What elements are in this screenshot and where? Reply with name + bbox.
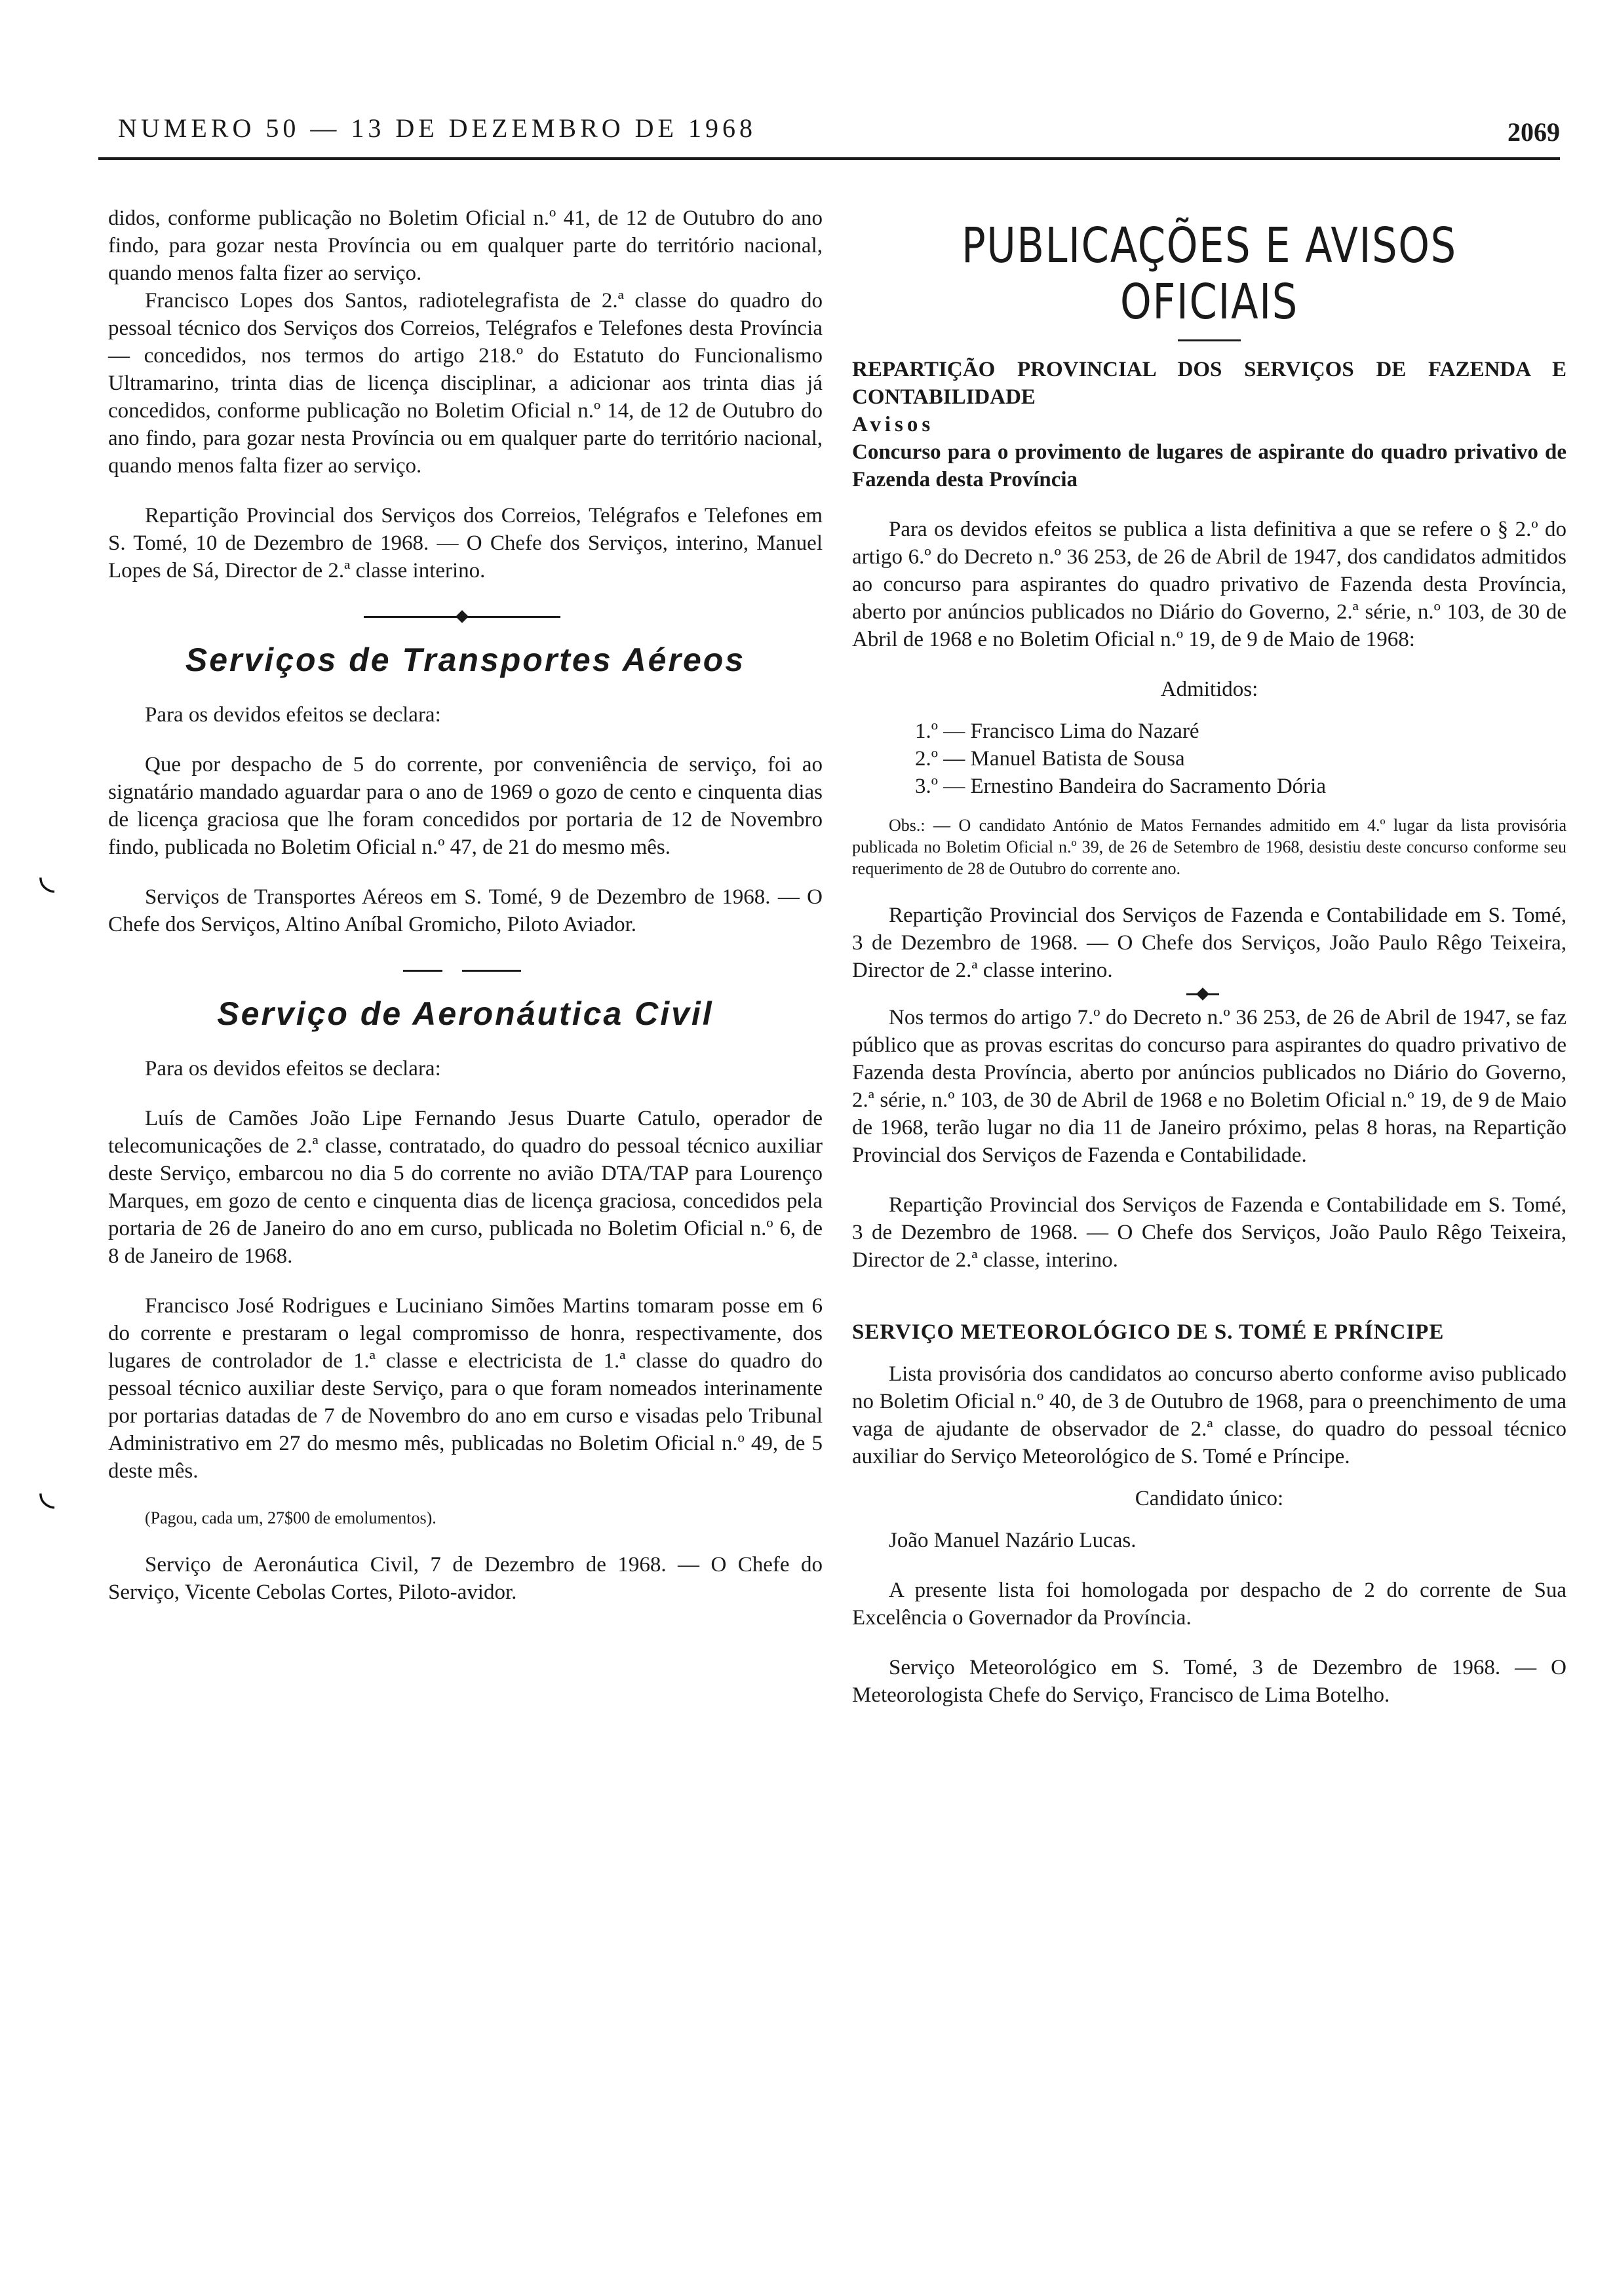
transportes-paragraph: Que por despacho de 5 do corrente, por conveniência de serviço, foi ao signatário mandado aguardar para o ano de 1969 o gozo de cento e cinquenta dias de licença graciosa que lhe foram concedidos por portaria de 12 de Novembro findo, publicada no Boletim Oficial n.º 47, de 21 do mesmo mês. (108, 753, 823, 859)
fazenda-signature-1: Repartição Provincial dos Serviços de Fazenda e Contabilidade em S. Tomé, 3 de Dezembro de 1968. — O Chefe dos Serviços, João Paulo Rêgo Teixeira, Director de 2.ª classe interino. (852, 904, 1566, 982)
page-number: 2069 (1508, 117, 1560, 147)
aeronautica-paragraph-2: Francisco José Rodrigues e Luciniano Simões Martins tomaram posse em 6 do corrente e prestaram o legal compromisso de honra, respectivamente, dos lugares de controlador de 1.ª classe e electricista de 1.ª classe do quadro do pessoal técnico auxiliar deste Serviço, para o que foram nomeados interinamente por portarias datadas de 7 de Novembro do ano em curso e visadas pelo Tribunal Administrativo em 27 do mesmo mês, publicadas no Boletim Oficial n.º 49, de 5 deste mês. (108, 1294, 823, 1483)
fazenda-paragraph-2: Nos termos do artigo 7.º do Decreto n.º 36 253, de 26 de Abril de 1947, se faz público que as provas escritas do concurso para aspirantes do quadro privativo de Fazenda desta Província, aberto por anúncios publicados no Diário do Governo, 2.ª série, n.º 103, de 30 de Abril de 1968 e no Boletim Oficial n.º 19, de 9 de Maio de 1968, terão lugar no dia 11 de Janeiro próximo, pelas 8 horas, na Repartição Provincial dos Serviços de Fazenda e Contabilidade. (852, 1006, 1566, 1167)
separator (852, 984, 1566, 1004)
meteorologico-title: SERVIÇO METEOROLÓGICO DE S. TOMÉ E PRÍNCIPE (852, 1320, 1445, 1344)
section-title-aeronautica: Serviço de Aeronáutica Civil (217, 995, 714, 1032)
aeronautica-signature: Serviço de Aeronáutica Civil, 7 de Dezembro de 1968. — O Chefe do Serviço, Vicente Cebolas Cortes, Piloto-avidor. (108, 1553, 823, 1604)
avisos-heading: Avisos (852, 413, 935, 436)
aeronautica-paragraph-1: Luís de Camões João Lipe Fernando Jesus Duarte Catulo, operador de telecomunicações de 2.ª classe, contratado, do quadro do pessoal técnico auxiliar deste Serviço, embarcou no dia 5 do corrente no avião DTA/TAP para Lourenço Marques, em gozo de cento e cinquenta dias de licença graciosa, concedidos pela portaria de 26 de Janeiro do ano em curso, publicada no Boletim Oficial n.º 6, de 8 de Janeiro de 1968. (108, 1107, 823, 1268)
admitidos-list (852, 718, 1566, 800)
candidato-label: Candidato único: (1135, 1487, 1284, 1510)
fazenda-signature-2: Repartição Provincial dos Serviços de Fazenda e Contabilidade em S. Tomé, 3 de Dezembro de 1968. — O Chefe dos Serviços, João Paulo Rêgo Teixeira, Director de 2.ª classe, interino. (852, 1193, 1566, 1272)
issue-line: NUMERO 50 — 13 DE DEZEMBRO DE 1968 (118, 113, 756, 143)
transportes-signature: Serviços de Transportes Aéreos em S. Tomé, 9 de Dezembro de 1968. — O Chefe dos Serviços, Altino Aníbal Gromicho, Piloto Aviador. (108, 885, 823, 936)
emolumentos-note: (Pagou, cada um, 27$00 de emolumentos). (145, 1508, 437, 1527)
aeronautica-intro: Para os devidos efeitos se declara: (145, 1057, 441, 1081)
admitidos-label: Admitidos: (1160, 678, 1258, 701)
candidato-name: João Manuel Nazário Lucas. (889, 1529, 1137, 1552)
left-signature-correios: Repartição Provincial dos Serviços dos Correios, Telégrafos e Telefones em S. Tomé, 10 de Dezembro de 1968. — O Chefe dos Serviços, interino, Manuel Lopes de Sá, Director de 2.ª classe interino. (108, 504, 823, 583)
page-header (98, 105, 1560, 164)
separator (108, 961, 823, 980)
observation-note: Obs.: — O candidato António de Matos Fernandes admitido em 4.º lugar da lista provisória publicada no Boletim Oficial n.º 39, de 26 de Setembro de 1968, desistiu deste concurso conforme seu requerimento de 28 de Outubro do corrente ano. (852, 816, 1566, 878)
right-column (852, 204, 1566, 1709)
section-title-transportes: Serviços de Transportes Aéreos (185, 641, 746, 678)
concurso-heading: Concurso para o provimento de lugares de aspirante do quadro privativo de Fazenda desta Província (852, 440, 1566, 491)
meteorologico-paragraph-1: Lista provisória dos candidatos ao concurso aberto conforme aviso publicado no Boletim Oficial n.º 40, de 3 de Outubro de 1968, para o preenchimento de uma vaga de ajudante de observador de 2.ª classe, do quadro do pessoal técnico auxiliar do Serviço Meteorológico de S. Tomé e Príncipe. (852, 1362, 1566, 1468)
list-item: 1.º — Francisco Lima do Nazaré (915, 719, 1199, 743)
left-column (108, 204, 823, 1606)
department-title: REPARTIÇÃO PROVINCIAL DOS SERVIÇOS DE FAZENDA E CONTABILIDADE (852, 358, 1566, 409)
header-rule (98, 157, 1560, 160)
list-item: 2.º — Manuel Batista de Sousa (915, 747, 1185, 771)
transportes-intro: Para os devidos efeitos se declara: (145, 703, 441, 727)
publications-title: PUBLICAÇÕES E AVISOS OFICIAIS (962, 218, 1457, 330)
margin-mark: ◟ (39, 1468, 55, 1514)
margin-mark: ◟ (39, 852, 55, 898)
title-rule (1178, 339, 1241, 341)
left-paragraph-1: didos, conforme publicação no Boletim Oficial n.º 41, de 12 de Outubro do ano findo, para gozar nesta Província ou em qualquer parte do território nacional, quando menos falta fizer ao serviço. (108, 206, 823, 285)
fazenda-paragraph-1: Para os devidos efeitos se publica a lista definitiva a que se refere o § 2.º do artigo 6.º do Decreto n.º 36 253, de 26 de Abril de 1947, dos candidatos admitidos ao concurso para aspirantes do quadro privativo de Fazenda desta Província, aberto por anúncios publicados no Diário do Governo, 2.ª série, n.º 103, de 30 de Abril de 1968 e no Boletim Oficial n.º 19, de 9 de Maio de 1968: (852, 518, 1566, 651)
meteorologico-paragraph-2: A presente lista foi homologada por despacho de 2 do corrente de Sua Excelência o Governador da Província. (852, 1578, 1566, 1630)
separator (108, 607, 823, 626)
list-item: 3.º — Ernestino Bandeira do Sacramento Dória (915, 775, 1326, 798)
left-paragraph-2: Francisco Lopes dos Santos, radiotelegrafista de 2.ª classe do quadro do pessoal técnico dos Serviços dos Correios, Telégrafos e Telefones desta Província — concedidos, nos termos do artigo 218.º do Estatuto do Funcionalismo Ultramarino, trinta dias de licença disciplinar, a adicionar aos trinta dias já concedidos, conforme publicação no Boletim Oficial n.º 14, de 12 de Outubro do ano findo, para gozar nesta Província ou em qualquer parte do território nacional, quando menos falta fizer ao serviço. (108, 289, 823, 478)
meteorologico-signature: Serviço Meteorológico em S. Tomé, 3 de Dezembro de 1968. — O Meteorologista Chefe do Serviço, Francisco de Lima Botelho. (852, 1656, 1566, 1707)
